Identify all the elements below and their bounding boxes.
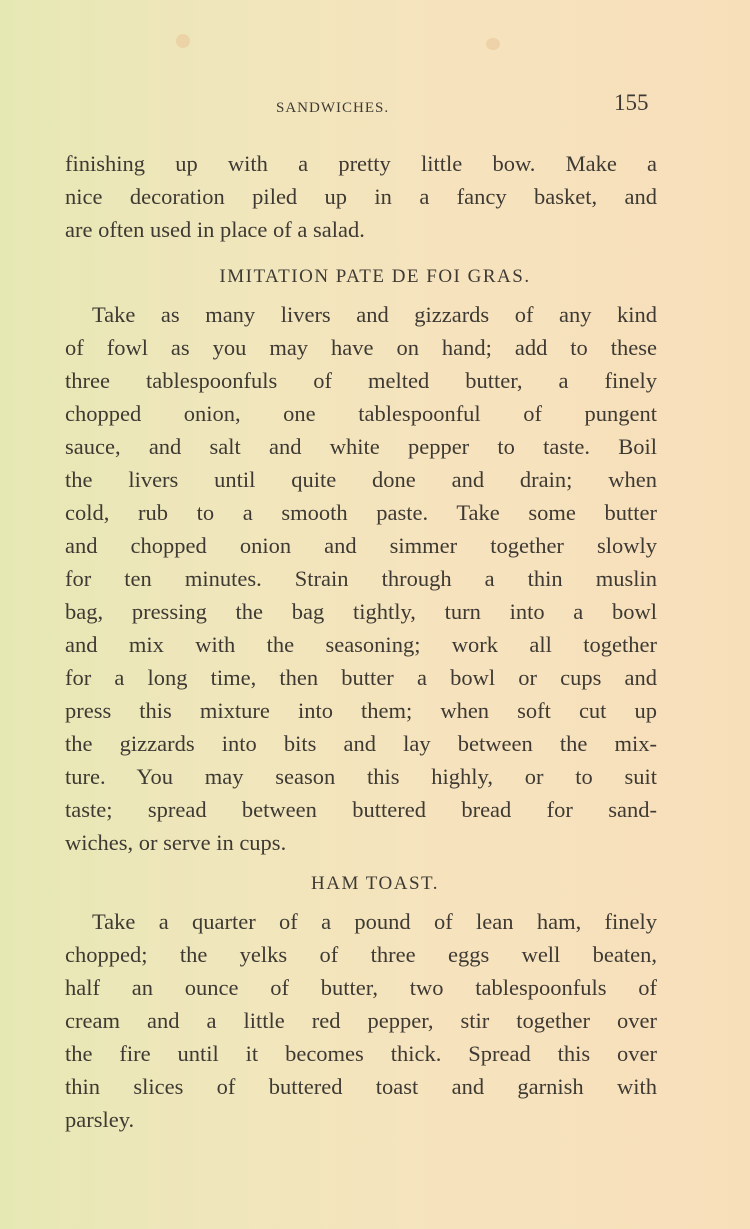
text-line: taste; spread between buttered bread for sand-	[65, 797, 657, 822]
section-heading: HAM TOAST.	[311, 873, 439, 894]
text-line: finishing up with a pretty little bow. Make a	[65, 151, 657, 176]
text-line: the livers until quite done and drain; when	[65, 467, 657, 492]
text-line: and chopped onion and simmer together slowly	[65, 533, 657, 558]
section-heading: IMITATION PATE DE FOI GRAS.	[219, 266, 531, 287]
text-line: bag, pressing the bag tightly, turn into a bowl	[65, 599, 657, 624]
text-line: chopped onion, one tablespoonful of pungent	[65, 401, 657, 426]
page-number: 155	[614, 90, 649, 115]
text-line: thin slices of buttered toast and garnish with	[65, 1074, 657, 1099]
text-line: and mix with the seasoning; work all together	[65, 632, 657, 657]
text-line: the fire until it becomes thick. Spread this over	[65, 1041, 657, 1066]
text-line: for ten minutes. Strain through a thin muslin	[65, 566, 657, 591]
text-line: for a long time, then butter a bowl or cups and	[65, 665, 657, 690]
text-line: wiches, or serve in cups.	[65, 830, 287, 855]
text-line: parsley.	[65, 1107, 135, 1132]
text-line: the gizzards into bits and lay between the mix-	[65, 731, 657, 756]
text-line: cold, rub to a smooth paste. Take some butter	[65, 500, 657, 525]
text-line: are often used in place of a salad.	[65, 217, 365, 242]
text-line: half an ounce of butter, two tablespoonfuls of	[65, 975, 657, 1000]
text-line: of fowl as you may have on hand; add to these	[65, 335, 657, 360]
text-line: press this mixture into them; when soft cut up	[65, 698, 657, 723]
text-line: cream and a little red pepper, stir together over	[65, 1008, 657, 1033]
text-line: nice decoration piled up in a fancy basket, and	[65, 184, 657, 209]
text-line: three tablespoonfuls of melted butter, a finely	[65, 368, 657, 393]
text-line: chopped; the yelks of three eggs well beaten,	[65, 942, 657, 967]
stain	[176, 34, 190, 48]
text-line: sauce, and salt and white pepper to taste. Boil	[65, 434, 657, 459]
text-line: Take a quarter of a pound of lean ham, finely	[92, 909, 657, 934]
text-line: ture. You may season this highly, or to suit	[65, 764, 657, 789]
running-head: SANDWICHES.	[276, 100, 390, 116]
stain	[486, 38, 500, 50]
text-line: Take as many livers and gizzards of any kind	[92, 302, 657, 327]
